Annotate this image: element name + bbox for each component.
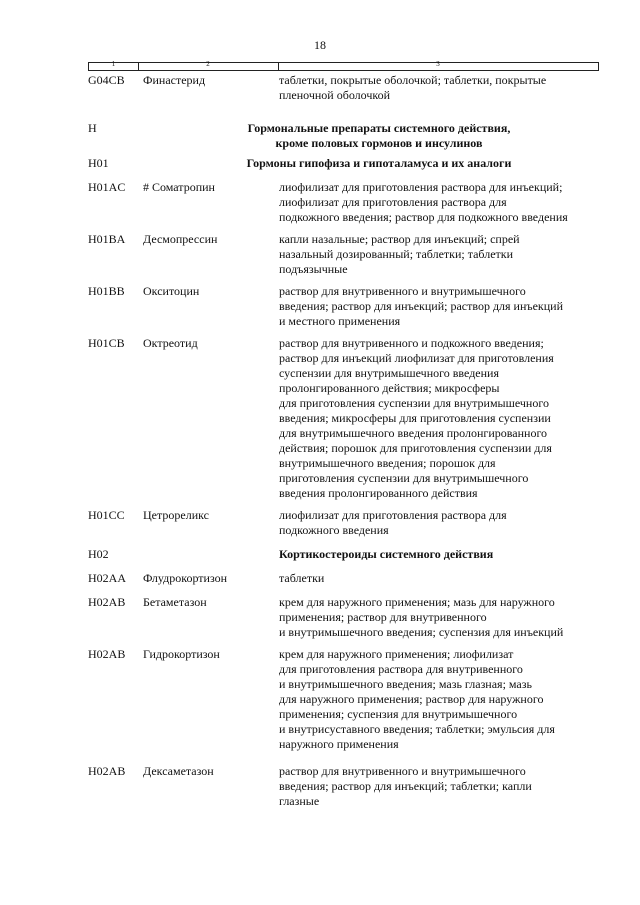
dosage-form-line: введения; раствор для инъекций; раствор для инъекций [279, 299, 564, 313]
dosage-form-line: и внутримышечного введения; мазь глазная; мазь [279, 677, 532, 691]
group-heading [279, 547, 493, 562]
drug-name: Октреотид [143, 336, 198, 350]
atc-code: H01AC [88, 180, 126, 194]
drug-name: Гидрокортизон [143, 647, 220, 661]
dosage-form-line: для приготовления суспензии для внутримышечного [279, 396, 549, 410]
atc-code: H [88, 121, 97, 135]
dosage-form-line: применения; суспензия для внутримышечного [279, 707, 518, 721]
dosage-form-line: для внутримышечного введения пролонгированного [279, 426, 548, 440]
drug-name: Цетрореликс [143, 508, 209, 522]
dosage-form-line: и внутрисуставного введения; таблетки; эмульсия для [279, 722, 555, 736]
dosage-form-line: пленочной оболочкой [279, 88, 391, 102]
dosage-form-line: крем для наружного применения; лиофилизат [279, 647, 514, 661]
dosage-form-line: подкожного введения; раствор для подкожного введения [279, 210, 568, 224]
dosage-form-line: введения; раствор для инъекций; таблетки; капли [279, 779, 532, 793]
drug-name: Окситоцин [143, 284, 200, 298]
dosage-form-line: введения пролонгированного действия [279, 486, 478, 500]
drug-name: Финастерид [143, 73, 206, 87]
column-number-1: 1 [111, 60, 116, 68]
column-number-2: 2 [206, 60, 210, 68]
dosage-form-line: капли назальные; раствор для инъекций; спрей [279, 232, 520, 246]
dosage-forms [279, 180, 609, 225]
drug-name: Дексаметазон [143, 764, 214, 778]
atc-code: H02AA [88, 571, 126, 585]
dosage-form-line: лиофилизат для приготовления раствора для [279, 195, 507, 209]
dosage-forms [279, 764, 609, 809]
dosage-forms [279, 647, 609, 752]
dosage-form-line: раствор для инъекций лиофилизат для приготовления [279, 351, 554, 365]
dosage-forms [279, 73, 609, 103]
drug-name: # Соматропин [143, 180, 215, 194]
page-number: 18 [314, 38, 326, 52]
atc-code: H01BB [88, 284, 125, 298]
dosage-form-line: для наружного применения; раствор для наружного [279, 692, 544, 706]
group-heading [188, 156, 570, 171]
dosage-form-line: и внутримышечного введения; суспензия для инъекций [279, 625, 564, 639]
dosage-form-line: введения; микросферы для приготовления суспензии [279, 411, 551, 425]
dosage-form-line: подъязычные [279, 262, 348, 276]
group-heading [188, 121, 570, 151]
group-heading-line: Гормональные препараты системного действия, [247, 121, 511, 135]
dosage-form-line: применения; раствор для внутривенного [279, 610, 487, 624]
dosage-form-line: лиофилизат для приготовления раствора для инъекций; [279, 180, 563, 194]
dosage-forms [279, 336, 609, 501]
column-number-3: 3 [436, 60, 440, 68]
dosage-form-line: действия; порошок для приготовления суспензии для [279, 441, 552, 455]
dosage-form-line: пролонгированного действия; микросферы [279, 381, 500, 395]
atc-code: H01BA [88, 232, 126, 246]
dosage-forms [279, 595, 609, 640]
atc-code: H01 [88, 156, 109, 170]
dosage-form-line: назальный дозированный; таблетки; таблетки [279, 247, 514, 261]
group-heading-line: кроме половых гормонов и инсулинов [275, 136, 483, 150]
dosage-form-line: таблетки, покрытые оболочкой; таблетки, покрытые [279, 73, 547, 87]
atc-code: H02AB [88, 595, 126, 609]
dosage-form-line: подкожного введения [279, 523, 389, 537]
atc-code: H01CC [88, 508, 125, 522]
dosage-form-line: глазные [279, 794, 320, 808]
dosage-form-line: внутримышечного введения; порошок для [279, 456, 496, 470]
dosage-form-line: раствор для внутривенного и внутримышечного [279, 764, 526, 778]
dosage-form-line: раствор для внутривенного и подкожного введения; [279, 336, 544, 350]
dosage-form-line: лиофилизат для приготовления раствора для [279, 508, 507, 522]
dosage-forms [279, 284, 609, 329]
column-number-header [88, 62, 599, 71]
atc-code: G04CB [88, 73, 125, 87]
dosage-form-line: для приготовления раствора для внутривенного [279, 662, 523, 676]
atc-code: H02AB [88, 764, 126, 778]
group-heading-line: Гормоны гипофиза и гипоталамуса и их аналоги [246, 156, 512, 170]
dosage-forms [279, 571, 609, 586]
dosage-form-line: наружного применения [279, 737, 399, 751]
drug-name: Бетаметазон [143, 595, 207, 609]
dosage-forms [279, 508, 609, 538]
dosage-form-line: и местного применения [279, 314, 401, 328]
atc-code: H02AB [88, 647, 126, 661]
dosage-forms [279, 232, 609, 277]
dosage-form-line: суспензии для внутримышечного введения [279, 366, 499, 380]
atc-code: H01CB [88, 336, 125, 350]
dosage-form-line: раствор для внутривенного и внутримышечного [279, 284, 526, 298]
atc-code: H02 [88, 547, 109, 561]
group-heading-line: Кортикостероиды системного действия [279, 547, 494, 561]
drug-name: Десмопрессин [143, 232, 218, 246]
drug-name: Флудрокортизон [143, 571, 228, 585]
dosage-form-line: таблетки [279, 571, 325, 585]
dosage-form-line: приготовления суспензии для внутримышечного [279, 471, 529, 485]
dosage-form-line: крем для наружного применения; мазь для наружного [279, 595, 555, 609]
